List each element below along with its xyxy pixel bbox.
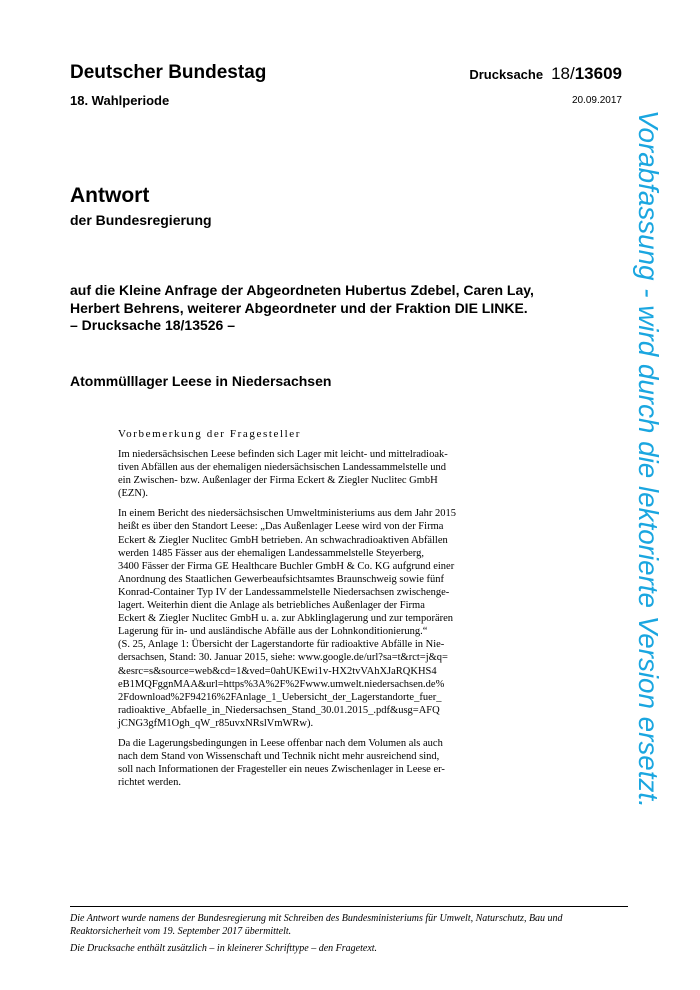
page-subtitle: der Bundesregierung xyxy=(70,212,212,228)
inquiry-line: Herbert Behrens, weiterer Abgeordneter und der Fraktion DIE LINKE. xyxy=(70,299,528,316)
preliminary-paragraph xyxy=(118,507,488,730)
footer-divider xyxy=(70,906,628,907)
preliminary-heading: Vorbemerkung der Fragesteller xyxy=(118,428,302,440)
footer-note-fonttype: Die Drucksache enthält zusätzlich – in kleinerer Schrifttype – den Fragetext. xyxy=(70,943,378,954)
footer-note-transmission: Die Antwort wurde namens der Bundesregierung mit Schreiben des Bundesministeriums für Umwelt, Naturschutz, Bau und Reaktorsicherheit vom 19. September 2017 übermittelt. xyxy=(70,913,563,937)
organization-name: Deutscher Bundestag xyxy=(70,62,267,83)
topic-heading: Atommülllager Leese in Niedersachsen xyxy=(70,373,332,389)
paragraph-line: &esrc=s&source=web&cd=1&ved=0ahUKEwi1v-HX2tvVAhXJaRQKHS4 xyxy=(118,665,437,677)
footer-notes xyxy=(70,912,628,959)
paragraph-line: Da die Lagerungsbedingungen in Leese offenbar nach dem Volumen als auch xyxy=(118,737,443,749)
paragraph-line: Eckert & Ziegler Nuclitec GmbH betrieben. An schwachradioaktiven Abfällen xyxy=(118,534,448,546)
document-label: Drucksache xyxy=(469,67,544,82)
paragraph-line: tiven Abfällen aus der ehemaligen niedersächsischen Landessammelstelle und xyxy=(118,462,447,474)
paragraph-line: dersachsen, Stand: 30. Januar 2015, siehe: www.google.de/url?sa=t&rct=j&q= xyxy=(118,652,448,664)
paragraph-line: Im niedersächsischen Leese befinden sich Lager mit leicht- und mittelradioak- xyxy=(118,449,448,460)
document-prefix: 18/ xyxy=(551,64,575,83)
preliminary-body xyxy=(118,448,488,789)
document-date: 20.09.2017 xyxy=(571,95,622,106)
draft-watermark: Vorabfassung - wird durch die lektorierte Version ersetzt. xyxy=(633,110,664,808)
paragraph-line: werden 1485 Fässer aus der ehemaligen Landessammelstelle Steyerberg, xyxy=(118,547,424,559)
page-title: Antwort xyxy=(70,184,150,207)
paragraph-line: nach dem Stand von Wissenschaft und Technik nicht mehr ausreichend sind, xyxy=(118,751,440,763)
paragraph-line: eB1MQFggnMAA&url=https%3A%2F%2Fwww.umwelt.niedersachsen.de% xyxy=(118,678,445,690)
preliminary-remarks xyxy=(118,428,488,796)
paragraph-line: richtet werden. xyxy=(118,777,181,789)
paragraph-line: Eckert & Ziegler Nuclitec GmbH u. a. zur Abklinglagerung und zur temporären xyxy=(118,613,454,625)
paragraph-line: In einem Bericht des niedersächsischen Umweltministeriums aus dem Jahr 2015 xyxy=(118,508,456,520)
paragraph-line: Anordnung des Staatlichen Gewerbeaufsichtsamtes Braunschweig sowie fünf xyxy=(118,573,444,585)
preliminary-paragraph xyxy=(118,737,488,789)
paragraph-line: lagert. Weiterhin dient die Anlage als betriebliches Außenlager der Firma xyxy=(118,600,425,612)
document-number: 13609 xyxy=(574,64,622,83)
paragraph-line: 2Fdownload%2F94216%2FAnlage_1_Uebersicht_der_Lagerstandorte_fuer_ xyxy=(118,691,442,703)
paragraph-line: (S. 25, Anlage 1: Übersicht der Lagerstandorte für radioaktive Abfälle in Nie- xyxy=(118,639,445,651)
paragraph-line: jCNG3gfM1Ogh_qW_r85uvxNRslVmWRw). xyxy=(118,717,314,729)
preliminary-paragraph xyxy=(118,448,488,500)
paragraph-line: Konrad-Container Typ IV der Landessammelstelle Niedersachsen zwischenge- xyxy=(118,586,450,598)
paragraph-line: 3400 Fässer der Firma GE Healthcare Buchler GmbH & Co. KG aufgrund einer xyxy=(118,560,455,572)
paragraph-line: heißt es über den Standort Leese: „Das Außenlager Leese wird von der Firma xyxy=(118,521,444,533)
document-reference xyxy=(469,64,622,84)
paragraph-line: soll nach Informationen der Fragesteller ein neues Zwischenlager in Leese er- xyxy=(118,764,445,776)
paragraph-line: radioaktive_Abfaelle_in_Niedersachsen_Stand_30.01.2015_.pdf&usg=AFQ xyxy=(118,704,440,716)
paragraph-line: (EZN). xyxy=(118,488,149,500)
legislative-period: 18. Wahlperiode xyxy=(70,93,170,108)
paragraph-line: ein Zwischen- bzw. Außenlager der Firma Eckert & Ziegler Nuclitec GmbH xyxy=(118,475,438,487)
inquiry-line: – Drucksache 18/13526 – xyxy=(70,317,236,333)
paragraph-line: Lagerung für in- und ausländische Abfälle aus der Lohnkonditionierung.“ xyxy=(118,626,428,638)
inquiry-reference xyxy=(70,282,570,335)
inquiry-line: auf die Kleine Anfrage der Abgeordneten Hubertus Zdebel, Caren Lay, xyxy=(70,282,534,298)
